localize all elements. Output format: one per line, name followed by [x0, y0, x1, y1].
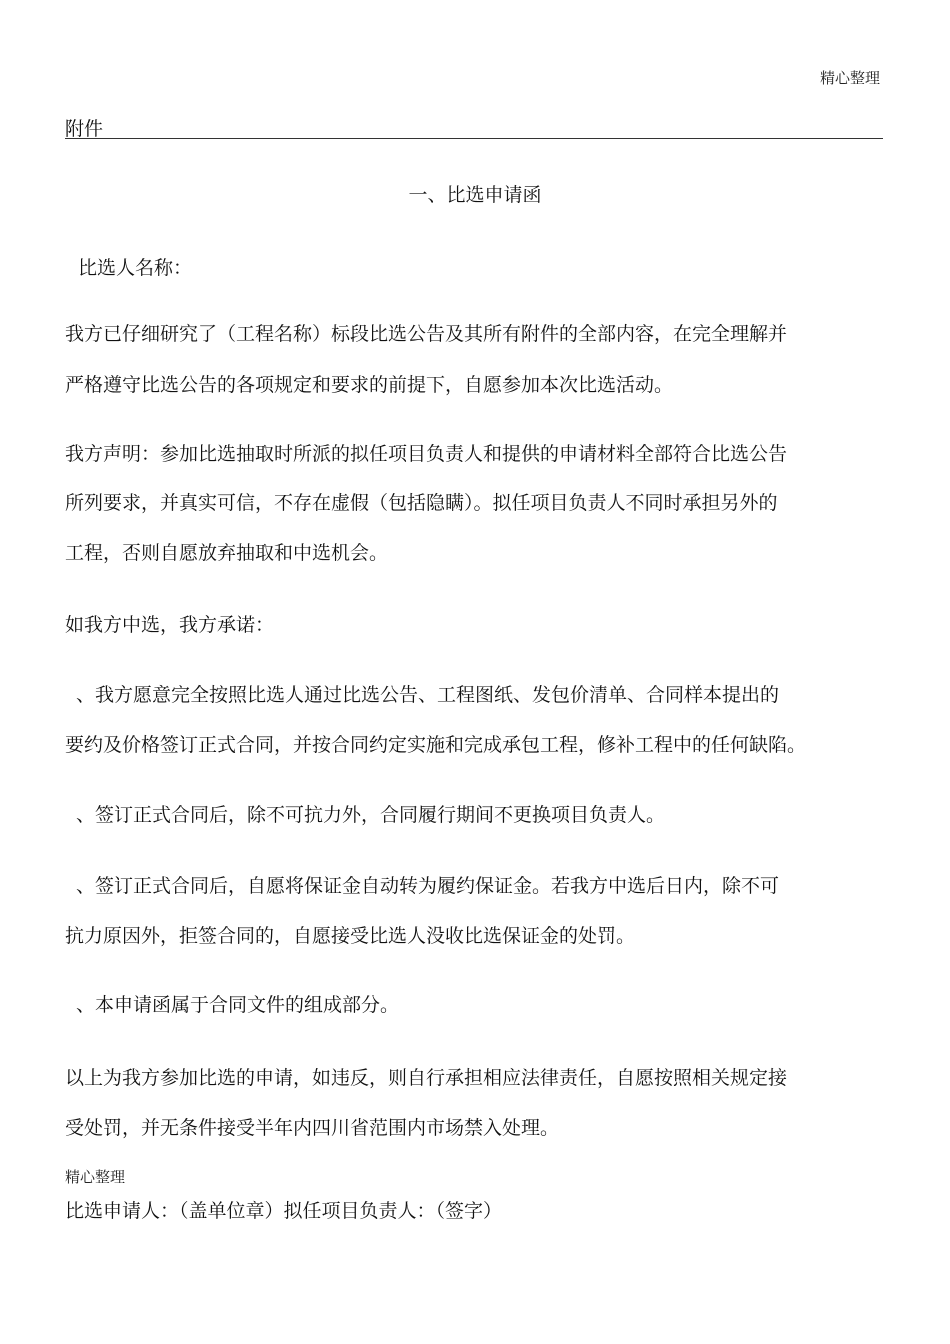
paragraph-1-line-2: 严格遵守比选公告的各项规定和要求的前提下，自愿参加本次比选活动。: [65, 374, 674, 396]
document-title: 一、比选申请函: [408, 184, 542, 206]
commitment-4-line-1: 、本申请函属于合同文件的组成部分。: [76, 994, 400, 1016]
attachment-label: 附件: [65, 118, 104, 140]
closing-paragraph-line-1: 以上为我方参加比选的申请，如违反，则自行承担相应法律责任，自愿按照相关规定接: [65, 1067, 788, 1089]
paragraph-3-line-1: 如我方中选，我方承诺：: [65, 614, 275, 636]
commitment-1-line-2: 要约及价格签订正式合同，并按合同约定实施和完成承包工程，修补工程中的任何缺陷。: [65, 734, 807, 756]
addressee-line: 比选人名称：: [78, 257, 193, 279]
paragraph-1-line-1: 我方已仔细研究了（工程名称）标段比选公告及其所有附件的全部内容，在完全理解并: [65, 323, 788, 345]
header-rule: [65, 138, 883, 139]
paragraph-2-line-3: 工程，否则自愿放弃抽取和中选机会。: [65, 542, 389, 564]
commitment-2-line-1: 、签订正式合同后，除不可抗力外，合同履行期间不更换项目负责人。: [76, 804, 666, 826]
footer-note: 精心整理: [65, 1168, 126, 1186]
commitment-3-line-2: 抗力原因外，拒签合同的，自愿接受比选人没收比选保证金的处罚。: [65, 925, 636, 947]
commitment-1-line-1: 、我方愿意完全按照比选人通过比选公告、工程图纸、发包价清单、合同样本提出的: [76, 684, 780, 706]
corner-note: 精心整理: [820, 69, 881, 87]
commitment-3-line-1: 、签订正式合同后，自愿将保证金自动转为履约保证金。若我方中选后日内，除不可: [76, 875, 780, 897]
closing-paragraph-line-2: 受处罚，并无条件接受半年内四川省范围内市场禁入处理。: [65, 1117, 560, 1139]
paragraph-2-line-2: 所列要求，并真实可信，不存在虚假（包括隐瞒）。拟任项目负责人不同时承担另外的: [65, 492, 778, 514]
paragraph-2-line-1: 我方声明：参加比选抽取时所派的拟任项目负责人和提供的申请材料全部符合比选公告: [65, 443, 788, 465]
signature-line: 比选申请人：（盖单位章）拟任项目负责人：（签字）: [65, 1200, 503, 1222]
